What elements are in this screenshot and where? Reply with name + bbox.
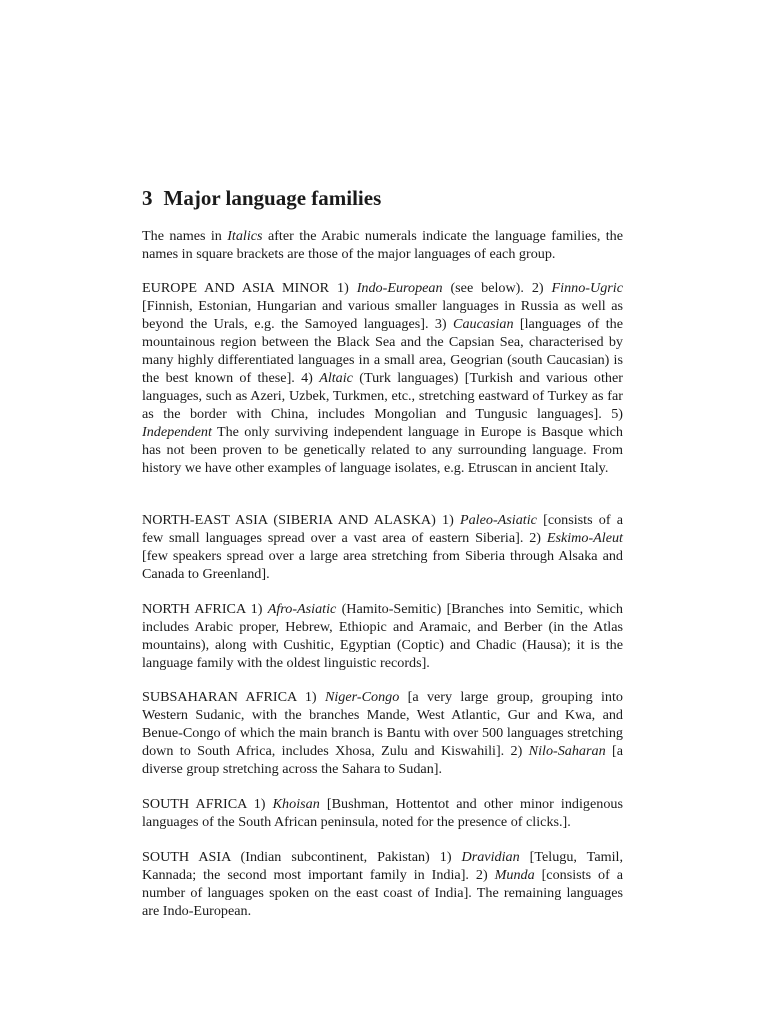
language-family: Altaic <box>319 370 353 386</box>
intro-text: after the Arabic numerals indicate the language families, the names in square brackets are those of the major languages of each group. <box>142 228 624 262</box>
region-text: (Hamito-Semitic) [Branches into Semitic, which includes Arabic proper, Hebrew, Ethiopic and Aramaic, and Berber (in the Atlas mountains), along with Cushitic, Egyptian (Coptic) and Chadic (Hausa); it is the language family with the oldest linguistic records]. <box>142 601 623 671</box>
region-text: [a very large group, grouping into Western Sudanic, with the branches Mande, West Atlantic, Gur and Kwa, and Benue-Congo of which the main branch is Bantu with over 500 languages stretching down to South Africa, includes Xhosa, Zulu and Kiswahili]. 2) <box>142 689 623 759</box>
paragraph-north-east-asia <box>142 511 623 583</box>
language-family: Dravidian <box>461 849 520 865</box>
region-text: The only surviving independent language in Europe is Basque which has not been proven to be genetically related to any surrounding language. From history we have other examples of language isolates, e.g. Etruscan in ancient Italy. <box>142 424 623 476</box>
region-text: (Turk languages) [Turkish and various other languages, such as Azeri, Uzbek, Turkmen, etc., stretching eastward of Turkey as far as the border with China, includes Mongolian and Tungusic languages]. 5) <box>142 370 623 422</box>
section-title: Major language families <box>163 186 382 210</box>
region-text: [languages of the mountainous region between the Black Sea and the Capsian Sea, characterised by many highly differentiated languages in a small area, Geogrian (south Caucasian) is the best known of these]. 4) <box>142 316 623 386</box>
region-text: NORTH-EAST ASIA (SIBERIA AND ALASKA) 1) <box>142 512 460 528</box>
region-text: (see below). 2) <box>442 280 552 296</box>
paragraph-europe-asia-minor <box>142 279 623 477</box>
paragraph-south-asia <box>142 848 623 920</box>
language-family: Munda <box>494 867 535 883</box>
region-text: [Bushman, Hottentot and other minor indigenous languages of the South African peninsula, noted for the presence of clicks.]. <box>142 796 623 830</box>
language-family: Finno-Ugric <box>551 280 623 296</box>
language-family: Caucasian <box>453 316 514 332</box>
region-text: NORTH AFRICA 1) <box>142 601 268 617</box>
region-text: SOUTH AFRICA 1) <box>142 796 273 812</box>
region-text: SOUTH ASIA (Indian subcontinent, Pakistan) 1) <box>142 849 462 865</box>
region-text: [consists of a few small languages spread over a vast area of eastern Siberia]. 2) <box>142 512 623 546</box>
region-text: SUBSAHARAN AFRICA 1) <box>142 689 325 705</box>
language-family: Eskimo-Aleut <box>546 530 623 546</box>
paragraph-south-africa <box>142 795 623 831</box>
paragraph-subsaharan-africa <box>142 688 623 778</box>
language-family: Independent <box>142 424 212 440</box>
region-text: [a diverse group stretching across the Sahara to Sudan]. <box>142 743 623 777</box>
language-family: Indo-European <box>356 280 443 296</box>
language-family: Afro-Asiatic <box>267 601 337 617</box>
language-family: Khoisan <box>272 796 320 812</box>
intro-italic-term: Italics <box>227 228 263 244</box>
paragraph-north-africa <box>142 600 623 672</box>
language-family: Niger-Congo <box>324 689 400 705</box>
intro-text: The names in <box>142 228 228 244</box>
region-text: [Telugu, Tamil, Kannada; the second most important family in India]. 2) <box>142 849 623 883</box>
region-text: [few speakers spread over a large area stretching from Siberia through Alsaka and Canada to Greenland]. <box>142 548 623 582</box>
region-text: [Finnish, Estonian, Hungarian and various smaller languages in Russia as well as beyond the Urals, e.g. the Samoyed languages]. 3) <box>142 298 623 332</box>
section-number: 3 <box>142 186 153 210</box>
language-family: Paleo-Asiatic <box>459 512 537 528</box>
region-text: EUROPE AND ASIA MINOR 1) <box>142 280 357 296</box>
intro-paragraph <box>142 227 623 263</box>
region-text: [consists of a number of languages spoken on the east coast of India]. The remaining languages are Indo-European. <box>142 867 624 919</box>
section-heading <box>142 184 623 212</box>
language-family: Nilo-Saharan <box>528 743 606 759</box>
